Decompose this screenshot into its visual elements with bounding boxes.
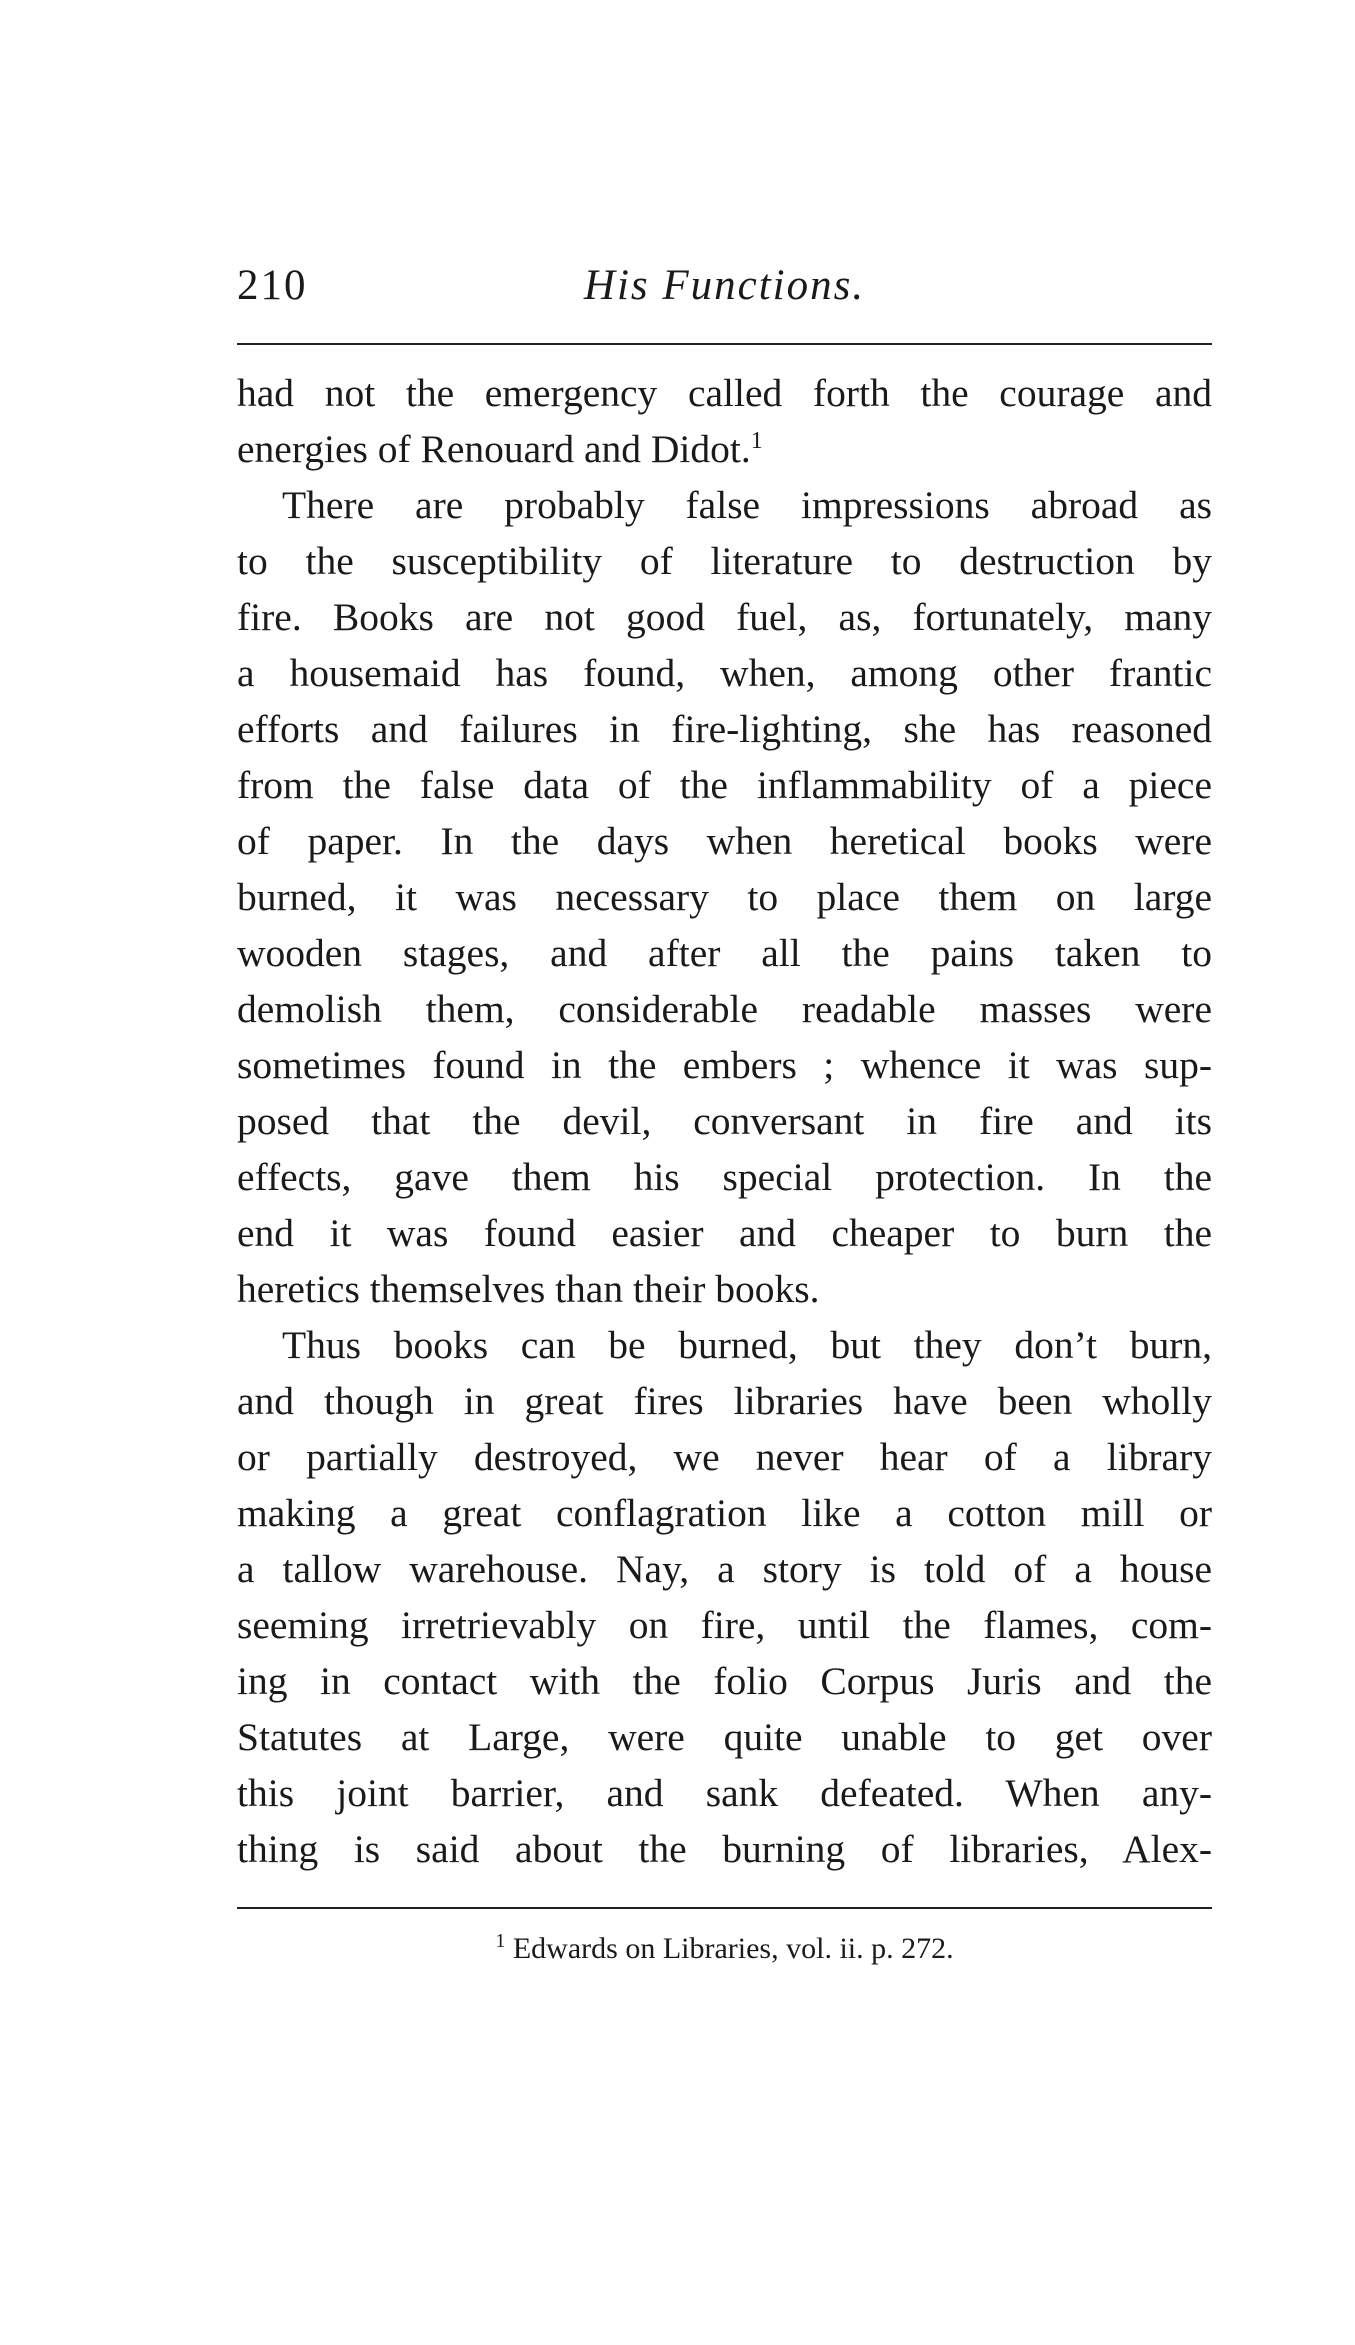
text-line: seeming irretrievably on fire, until the flames, com-	[237, 1603, 1212, 1647]
chapter-title: His Functions.	[583, 262, 866, 309]
text-line: wooden stages, and after all the pains taken to	[237, 931, 1212, 975]
footnote-rule	[237, 1907, 1212, 1909]
footnote-text: Edwards on Libraries, vol. ii. p. 272.	[512, 1932, 954, 1965]
page-number: 210	[237, 262, 308, 309]
text-line: demolish them, considerable readable masses were	[237, 987, 1212, 1031]
text-line: ing in contact with the folio Corpus Juris and the	[237, 1659, 1212, 1703]
text-line: a housemaid has found, when, among other frantic	[237, 651, 1212, 695]
footnote-marker: 1	[750, 427, 763, 454]
text-line: of paper. In the days when heretical books were	[237, 819, 1212, 863]
text-line-content: energies of Renouard and Didot.	[237, 427, 751, 471]
text-line: sometimes found in the embers ; whence it was sup-	[237, 1043, 1212, 1087]
text-line: making a great conflagration like a cotton mill or	[237, 1491, 1212, 1535]
text-line: fire. Books are not good fuel, as, fortunately, many	[237, 595, 1212, 639]
text-line: thing is said about the burning of libraries, Alex-	[237, 1827, 1212, 1871]
footnote-marker: 1	[495, 1930, 506, 1952]
text-line: Statutes at Large, were quite unable to get over	[237, 1715, 1212, 1759]
text-line: heretics themselves than their books.	[237, 1267, 820, 1311]
text-line: burned, it was necessary to place them on large	[237, 875, 1212, 919]
text-line: efforts and failures in fire-lighting, she has reasoned	[237, 707, 1212, 751]
text-line: effects, gave them his special protection. In the	[237, 1155, 1212, 1199]
paragraph-2	[237, 477, 1212, 1317]
body-text	[237, 365, 1212, 1877]
text-line: from the false data of the inflammability of a piece	[237, 763, 1212, 807]
text-line: or partially destroyed, we never hear of a library	[237, 1435, 1212, 1479]
text-line: this joint barrier, and sank defeated. When any-	[237, 1771, 1212, 1815]
text-line: and though in great fires libraries have been wholly	[237, 1379, 1212, 1423]
running-head	[237, 255, 1212, 317]
paragraph-1	[237, 365, 1212, 477]
text-line: There are probably false impressions abroad as	[282, 483, 1212, 527]
book-page	[237, 255, 1212, 1969]
text-line: had not the emergency called forth the courage and	[237, 371, 1212, 415]
footnote	[237, 1929, 1212, 1969]
text-line: posed that the devil, conversant in fire and its	[237, 1099, 1212, 1143]
header-rule	[237, 343, 1212, 345]
text-line: to the susceptibility of literature to destruction by	[237, 539, 1212, 583]
text-line	[237, 421, 1212, 477]
text-line: end it was found easier and cheaper to burn the	[237, 1211, 1212, 1255]
paragraph-3	[237, 1317, 1212, 1877]
text-line: Thus books can be burned, but they don’t burn,	[282, 1323, 1212, 1367]
text-line: a tallow warehouse. Nay, a story is told of a house	[237, 1547, 1212, 1591]
